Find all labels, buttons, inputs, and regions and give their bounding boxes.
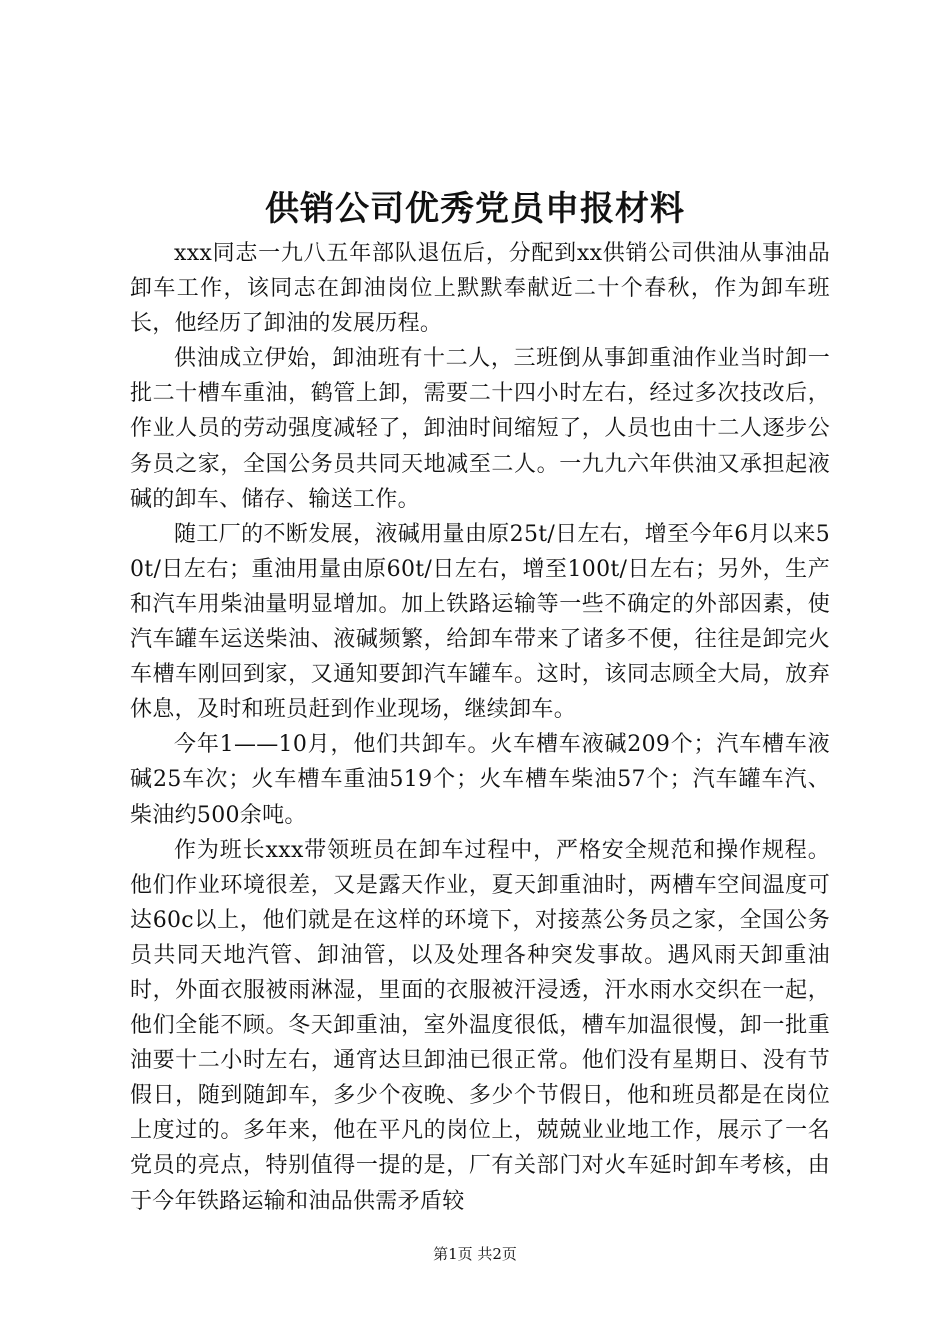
- document-title: 供销公司优秀党员申报材料: [265, 189, 685, 229]
- paragraph-1: xxx同志一九八五年部队退伍后，分配到xx供销公司供油从事油品卸车工作，该同志在卸油岗位上默默奉献近二十个春秋，作为卸车班长，他经历了卸油的发展历程。: [130, 241, 830, 337]
- paragraph-2: 供油成立伊始，卸油班有十二人，三班倒从事卸重油作业当时卸一批二十槽车重油，鹤管上卸，需要二十四小时左右，经过多次技改后，作业人员的劳动强度减轻了，卸油时间缩短了，人员也由十二人逐步公务员之家，全国公务员共同天地减至二人。一九九六年供油又承担起液碱的卸车、储存、输送工作。: [130, 346, 830, 512]
- paragraph-4: 今年1——10月，他们共卸车。火车槽车液碱209个；汽车槽车液碱25车次；火车槽车重油519个；火车槽车柴油57个；汽车罐车汽、柴油约500余吨。: [130, 732, 830, 828]
- paragraph-5: 作为班长xxx带领班员在卸车过程中，严格安全规范和操作规程。他们作业环境很差，又是露天作业，夏天卸重油时，两槽车空间温度可达60c以上，他们就是在这样的环境下，对接蒸公务员之家，全国公务员共同天地汽管、卸油管，以及处理各种突发事故。遇风雨天卸重油时，外面衣服被雨淋湿，里面的衣服被汗浸透，汗水雨水交织在一起，他们全能不顾。冬天卸重油，室外温度很低，槽车加温很慢，卸一批重油要十二小时左右，通宵达旦卸油已很正常。他们没有星期日、没有节假日，随到随卸车，多少个夜晚、多少个节假日，他和班员都是在岗位上度过的。多年来，他在平凡的岗位上，兢兢业业地工作，展示了一名党员的亮点，特别值得一提的是，厂有关部门对火车延时卸车考核，由于今年铁路运输和油品供需矛盾较: [130, 837, 830, 1214]
- document-body: [130, 236, 830, 1219]
- page-footer: 第1页 共2页: [433, 1245, 517, 1263]
- paragraph-3: 随工厂的不断发展，液碱用量由原25t/日左右，增至今年6月以来50t/日左右；重油用量由原60t/日左右，增至100t/日左右；另外，生产和汽车用柴油量明显增加。加上铁路运输等一些不确定的外部因素，使汽车罐车运送柴油、液碱频繁，给卸车带来了诸多不便，往往是卸完火车槽车刚回到家，又通知要卸汽车罐车。这时，该同志顾全大局，放弃休息，及时和班员赶到作业现场，继续卸车。: [130, 521, 830, 723]
